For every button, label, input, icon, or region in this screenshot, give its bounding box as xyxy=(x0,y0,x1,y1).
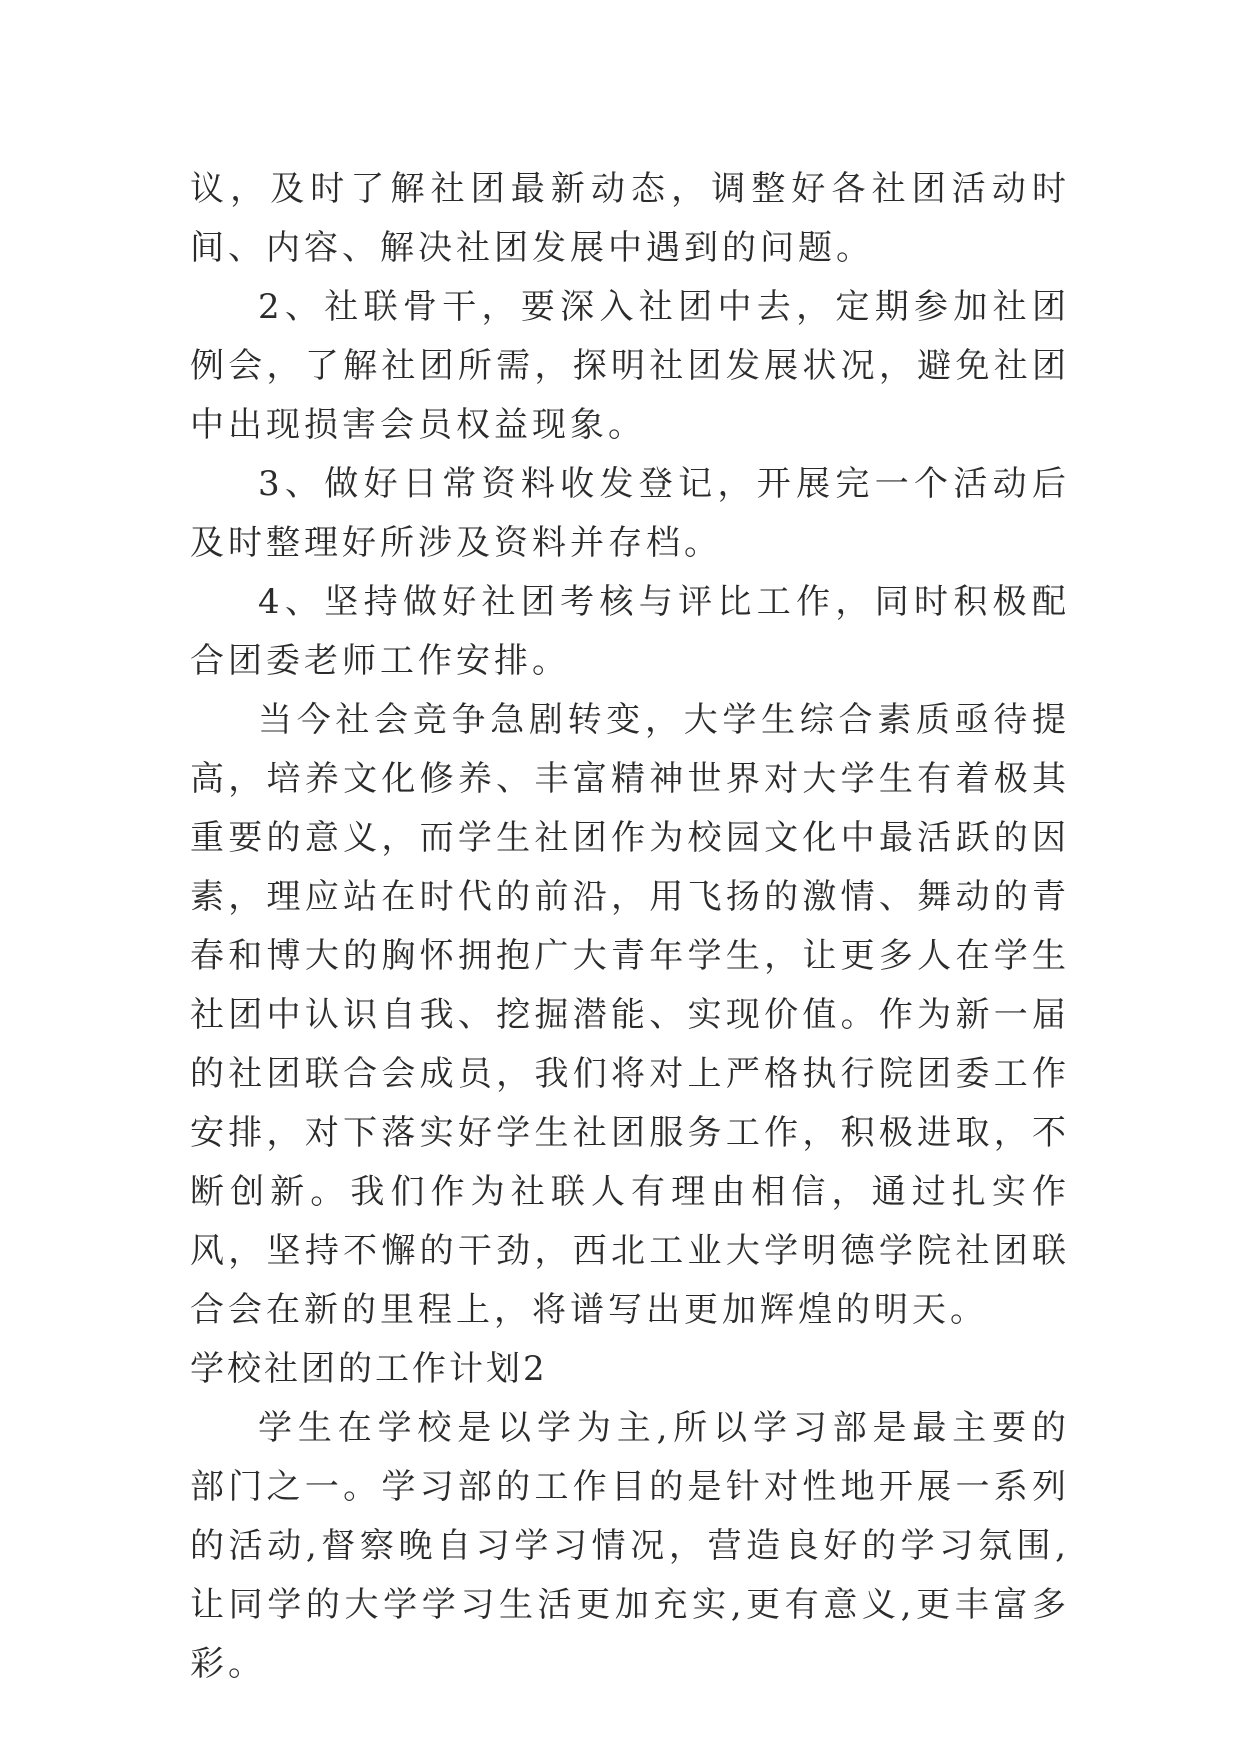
paragraph-summary: 当今社会竞争急剧转变，大学生综合素质亟待提高，培养文化修养、丰富精神世界对大学生有着极其重要的意义，而学生社团作为校园文化中最活跃的因素，理应站在时代的前沿，用飞扬的激情、舞动的青春和博大的胸怀拥抱广大青年学生，让更多人在学生社团中认识自我、挖掘潜能、实现价值。作为新一届的社团联合会成员，我们将对上严格执行院团委工作安排，对下落实好学生社团服务工作，积极进取，不断创新。我们作为社联人有理由相信，通过扎实作风，坚持不懈的干劲，西北工业大学明德学院社团联合会在新的里程上，将谱写出更加辉煌的明天。 xyxy=(190,700,1070,1330)
paragraph-item-3: 3、做好日常资料收发登记，开展完一个活动后及时整理好所涉及资料并存档。 xyxy=(190,464,1070,563)
document-body xyxy=(190,160,1070,1694)
paragraph-continuation: 议，及时了解社团最新动态，调整好各社团活动时间、内容、解决社团发展中遇到的问题。 xyxy=(190,169,1070,268)
section-paragraph-intro: 学生在学校是以学为主,所以学习部是最主要的部门之一。学习部的工作目的是针对性地开展一系列的活动,督察晚自习学习情况，营造良好的学习氛围,让同学的大学学习生活更加充实,更有意义,更丰富多彩。 xyxy=(190,1408,1070,1684)
paragraph-item-4: 4、坚持做好社团考核与评比工作，同时积极配合团委老师工作安排。 xyxy=(190,582,1070,681)
paragraph-item-2: 2、社联骨干，要深入社团中去，定期参加社团例会，了解社团所需，探明社团发展状况，避免社团中出现损害会员权益现象。 xyxy=(190,287,1070,445)
section-title: 学校社团的工作计划2 xyxy=(190,1349,548,1389)
